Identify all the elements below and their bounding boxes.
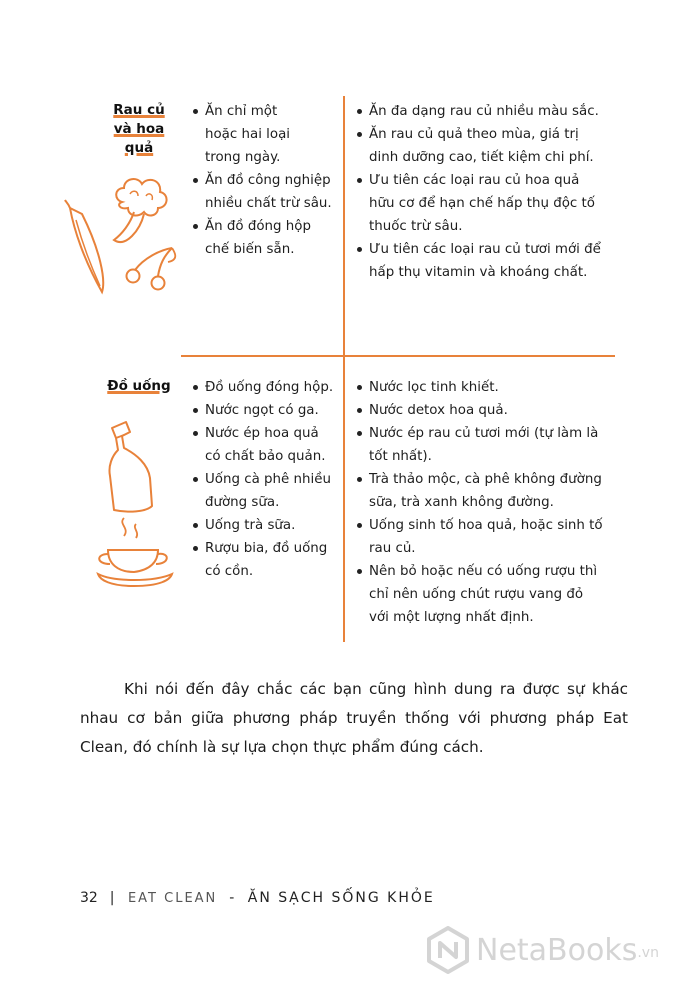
bottle-icon xyxy=(100,420,160,515)
category-label-vegetables: Rau củ và hoa quả xyxy=(113,102,165,156)
traditional-list-drinks xyxy=(193,376,343,583)
list-item: Ăn đồ công nghiệp nhiều chất trừ sâu. xyxy=(193,169,343,215)
category-label-drinks: Đồ uống xyxy=(107,378,171,394)
list-item: Uống cà phê nhiều đường sữa. xyxy=(193,468,343,514)
steaming-cup-icon xyxy=(94,516,176,588)
list-item: Nước detox hoa quả. xyxy=(357,399,617,422)
book-subtitle: ĂN SẠCH SỐNG KHỎE xyxy=(247,890,435,906)
list-item: Nước ép hoa quả có chất bảo quản. xyxy=(193,422,343,468)
list-item: Nước lọc tinh khiết. xyxy=(357,376,617,399)
netabooks-watermark xyxy=(424,925,659,975)
list-item: Đồ uống đóng hộp. xyxy=(193,376,343,399)
footer-separator: | xyxy=(109,890,116,906)
list-item: Ăn đồ đóng hộp chế biến sẵn. xyxy=(193,215,343,261)
list-item: Ăn đa dạng rau củ nhiều màu sắc. xyxy=(357,100,617,123)
list-item: Ưu tiên các loại rau củ hoa quả hữu cơ để hạn chế hấp thụ độc tố thuốc trừ sâu. xyxy=(357,169,617,238)
page-number: 32 xyxy=(80,890,98,906)
watermark-suffix: .vn xyxy=(637,945,659,961)
list-item: Uống trà sữa. xyxy=(193,514,343,537)
list-item: Ăn rau củ quả theo mùa, giá trị dinh dưỡng cao, tiết kiệm chi phí. xyxy=(357,123,617,169)
list-item: Nên bỏ hoặc nếu có uống rượu thì chỉ nên uống chút rượu vang đỏ với một lượng nhất định. xyxy=(357,560,617,629)
list-item: Trà thảo mộc, cà phê không đường sữa, trà xanh không đường. xyxy=(357,468,617,514)
watermark-brand: NetaBooks xyxy=(476,932,638,968)
list-item: Rượu bia, đồ uống có cồn. xyxy=(193,537,343,583)
footer-dash: - xyxy=(229,890,236,906)
list-item: Uống sinh tố hoa quả, hoặc sinh tố rau củ. xyxy=(357,514,617,560)
column-divider xyxy=(343,96,345,642)
body-paragraph: Khi nói đến đây chắc các bạn cũng hình dung ra được sự khác nhau cơ bản giữa phương pháp truyền thống với phương pháp Eat Clean, đó chính là sự lựa chọn thực phẩm đúng cách. xyxy=(80,680,628,756)
eat-clean-list-drinks xyxy=(357,376,617,629)
cherries-icon xyxy=(120,242,180,294)
page-footer xyxy=(80,890,435,906)
traditional-list-vegetables xyxy=(193,100,343,261)
eat-clean-list-vegetables xyxy=(357,100,617,284)
broccoli-icon xyxy=(104,172,174,247)
book-title: EAT CLEAN xyxy=(127,891,218,906)
list-item: Nước ép rau củ tươi mới (tự làm là tốt nhất). xyxy=(357,422,617,468)
list-item: Ưu tiên các loại rau củ tươi mới để hấp thụ vitamin và khoáng chất. xyxy=(357,238,617,284)
row-divider xyxy=(181,355,615,357)
list-item: Nước ngọt có ga. xyxy=(193,399,343,422)
list-item: Ăn chỉ một hoặc hai loại trong ngày. xyxy=(193,100,343,169)
netabooks-logo-icon xyxy=(424,926,472,974)
